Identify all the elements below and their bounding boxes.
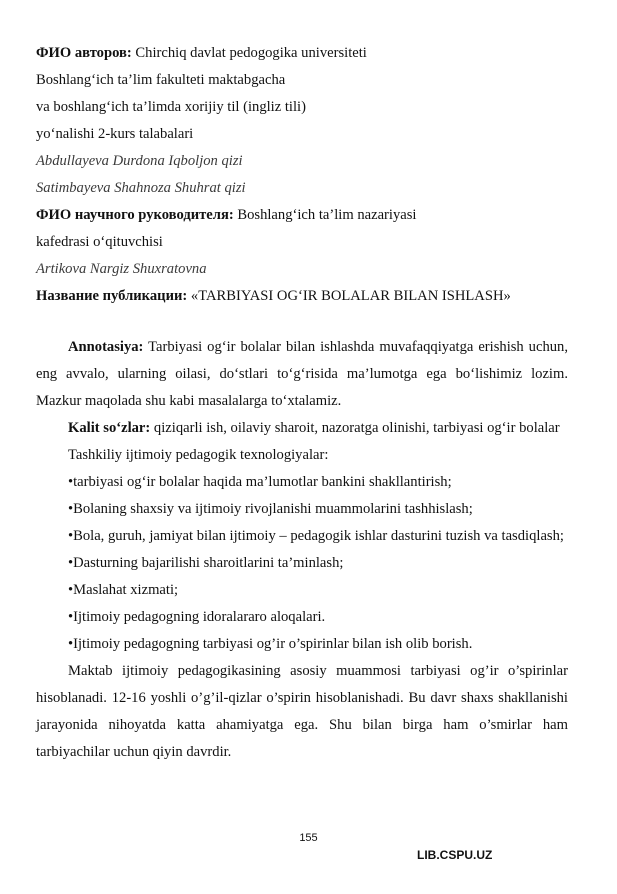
list-item: •Bolaning shaxsiy va ijtimoiy rivojlanishi muammolarini tashhislash; [68, 501, 473, 517]
final-paragraph: Maktab ijtimoiy pedagogikasining asosiy muammosi tarbiyasi og’ir o’spirinlar hisoblanadi. 12-16 yoshli o’g’il-qizlar o’spirin hisoblanishadi. Bu davr shaxs shakllanishi jarayonida nihoyatda katta ahamiyatga ega. Shu bilan birga ham o’smirlar ham tarbiyachilar uchun qiyin davrdir. [36, 663, 568, 760]
page-number: 155 [299, 832, 318, 844]
article-page [36, 40, 568, 766]
title-label: Название публикации: [36, 288, 188, 304]
supervisor-affiliation: Boshlang‘ich ta’lim nazariyasi [237, 207, 417, 223]
list-item: •tarbiyasi og‘ir bolalar haqida ma’lumotlar bankini shakllantirish; [68, 474, 452, 490]
annotation-paragraph [36, 334, 568, 415]
author-name-2: Satimbayeva Shahnoza Shuhrat qizi [36, 180, 246, 196]
title-line [36, 283, 568, 310]
author-name-1: Abdullayeva Durdona Iqboljon qizi [36, 153, 243, 169]
list-heading: Tashkiliy ijtimoiy pedagogik texnologiyalar: [68, 447, 329, 463]
list-item: •Ijtimoiy pedagogning tarbiyasi og’ir o’spirinlar bilan ish olib borish. [68, 636, 473, 652]
authors-label: ФИО авторов: [36, 45, 132, 61]
authors-line [36, 40, 568, 67]
affiliation-line-2: Boshlang‘ich ta’lim fakulteti maktabgacha [36, 72, 286, 88]
publication-title: «TARBIYASI OG‘IR BOLALAR BILAN ISHLASH» [190, 288, 511, 304]
affiliation-line-4: yo‘nalishi 2-kurs talabalari [36, 126, 194, 142]
supervisor-line [36, 202, 568, 229]
authors-affiliation: Chirchiq davlat pedogogika universiteti [135, 45, 367, 61]
list-item: •Maslahat xizmati; [68, 582, 179, 598]
affiliation-line-3: va boshlang‘ich ta’limda xorijiy til (ingliz tili) [36, 99, 306, 115]
list-item: •Dasturning bajarilishi sharoitlarini ta’minlash; [68, 555, 344, 571]
list-item: •Bola, guruh, jamiyat bilan ijtimoiy – pedagogik ishlar dasturini tuzish va tasdiqlash; [68, 528, 564, 544]
annotation-text: Tarbiyasi og‘ir bolalar bilan ishlashda muvafaqqiyatga erishish uchun, eng avvalo, ularning oilasi, do‘stlari to‘g‘risida ma’lumotga ega bo‘lishimiz lozim. Mazkur maqolada shu kabi masalalarga to‘xtalamiz. [36, 339, 568, 409]
keywords-paragraph [36, 415, 568, 442]
supervisor-name: Artikova Nargiz Shuxratovna [36, 261, 207, 277]
spacer [36, 310, 568, 334]
supervisor-line-2: kafedrasi o‘qituvchisi [36, 234, 163, 250]
list-item: •Ijtimoiy pedagogning idoralararo aloqalari. [68, 609, 326, 625]
site-watermark: LIB.CSPU.UZ [417, 848, 493, 862]
supervisor-label: ФИО научного руководителя: [36, 207, 234, 223]
annotation-label: Annotasiya: [68, 339, 144, 355]
keywords-label: Kalit so‘zlar: [68, 420, 151, 436]
keywords-text: qiziqarli ish, oilaviy sharoit, nazoratga olinishi, tarbiyasi og‘ir bolalar [150, 420, 560, 436]
